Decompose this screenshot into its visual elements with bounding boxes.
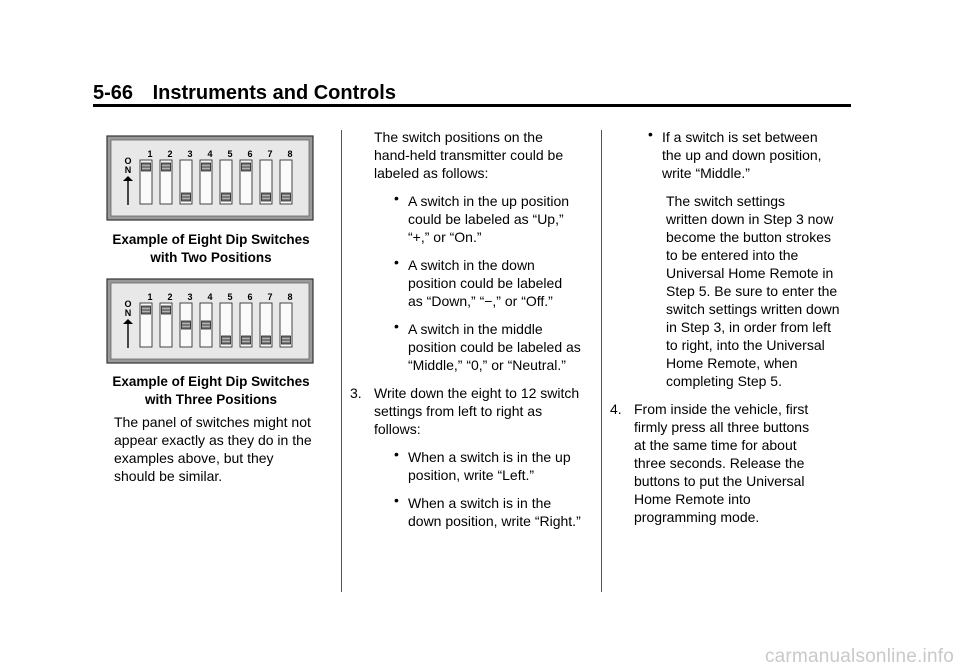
column-3	[610, 128, 856, 526]
switch-number: 6	[247, 292, 253, 302]
list-item	[394, 256, 598, 310]
dip-switch-figure-two-positions	[106, 135, 314, 221]
dip-switch-figure-three-positions	[106, 278, 314, 364]
watermark: carmanualsonline.info	[764, 646, 954, 667]
figure2-caption: Example of Eight Dip Switches with Three Positions	[112, 374, 310, 407]
switch-number: 2	[167, 292, 173, 302]
switch-number: 5	[227, 149, 233, 159]
step-4	[610, 400, 856, 526]
switch-number: 2	[167, 149, 173, 159]
switch-knob	[202, 163, 211, 171]
bullet-glyph: •	[394, 492, 399, 508]
switch-number: 4	[207, 149, 213, 159]
switch-number: 1	[147, 292, 153, 302]
header-rule	[93, 104, 851, 107]
switch-number: 3	[187, 292, 193, 302]
bullet-glyph: •	[648, 126, 653, 142]
list-item	[394, 494, 598, 530]
section-title: Instruments and Controls	[152, 82, 396, 104]
list-item	[394, 448, 598, 484]
switch-knob	[142, 163, 151, 171]
step-text: Write down the eight to 12 switch settings from left to right as follows:	[374, 385, 580, 437]
switch-knob	[282, 336, 291, 344]
switch-knob	[142, 306, 151, 314]
switch-number: 6	[247, 149, 253, 159]
bullet-text: A switch in the up position could be labeled as “Up,” “+,” or “On.”	[408, 193, 570, 245]
switch-knob	[162, 163, 171, 171]
switch-number: 8	[287, 149, 293, 159]
switch-number: 7	[267, 149, 273, 159]
switch-knob	[202, 321, 211, 329]
dip-switch-panel-image	[106, 135, 314, 221]
figure1-caption: Example of Eight Dip Switches with Two Positions	[112, 232, 310, 265]
on-label-letter: O	[124, 299, 132, 309]
step5-note-paragraph: The switch settings written down in Step 3 now become the button strokes to be entered into the Universal Home Remote in Step 5. Be sure to enter the switch settings written down in Step 3, in order from left to right, into the Universal Home Remote, when completing Step 5.	[666, 193, 840, 389]
panel-note-paragraph: The panel of switches might not appear exactly as they do in the examples above, but they should be similar.	[114, 414, 312, 484]
step-number: 3.	[350, 385, 362, 401]
dip-switch-panel-image	[106, 278, 314, 364]
on-label-letter: O	[124, 156, 132, 166]
bullet-glyph: •	[394, 254, 399, 270]
switch-number: 8	[287, 292, 293, 302]
column-divider-2	[601, 130, 602, 592]
switch-knob	[262, 336, 271, 344]
step-number: 4.	[610, 401, 622, 417]
list-item	[394, 192, 598, 246]
switch-knob	[262, 193, 271, 201]
column-2	[350, 128, 598, 530]
column-divider-1	[341, 130, 342, 592]
step-3	[350, 384, 598, 438]
switch-knob	[222, 193, 231, 201]
bullet-text: A switch in the down position could be labeled as “Down,” “−,” or “Off.”	[408, 257, 563, 309]
bullet-glyph: •	[394, 190, 399, 206]
switch-knob	[242, 163, 251, 171]
switch-knob	[182, 321, 191, 329]
switch-knob	[242, 336, 251, 344]
bullet-glyph: •	[394, 318, 399, 334]
switch-number: 3	[187, 149, 193, 159]
list-item	[648, 128, 856, 182]
step-text: From inside the vehicle, first firmly press all three buttons at the same time for about three seconds. Release the buttons to put the Universal Home Remote into programming mode.	[634, 401, 810, 525]
bullet-text: When a switch is in the down position, write “Right.”	[408, 495, 581, 529]
switch-number: 1	[147, 149, 153, 159]
bullet-glyph: •	[394, 446, 399, 462]
switch-number: 4	[207, 292, 213, 302]
switch-number: 7	[267, 292, 273, 302]
bullet-text: A switch in the middle position could be labeled as “Middle,” “0,” or “Neutral.”	[408, 321, 581, 373]
on-label-letter: N	[124, 165, 132, 175]
switch-labels-intro: The switch positions on the hand-held transmitter could be labeled as follows:	[374, 129, 564, 181]
switch-knob	[162, 306, 171, 314]
bullet-text: When a switch is in the up position, write “Left.”	[408, 449, 571, 483]
switch-knob	[222, 336, 231, 344]
bullet-text: If a switch is set between the up and down position, write “Middle.”	[662, 129, 822, 181]
list-item	[394, 320, 598, 374]
on-label-letter: N	[124, 308, 132, 318]
page-header	[93, 82, 396, 105]
switch-number: 5	[227, 292, 233, 302]
page-number: 5-66	[93, 82, 134, 104]
switch-knob	[282, 193, 291, 201]
switch-knob	[182, 193, 191, 201]
